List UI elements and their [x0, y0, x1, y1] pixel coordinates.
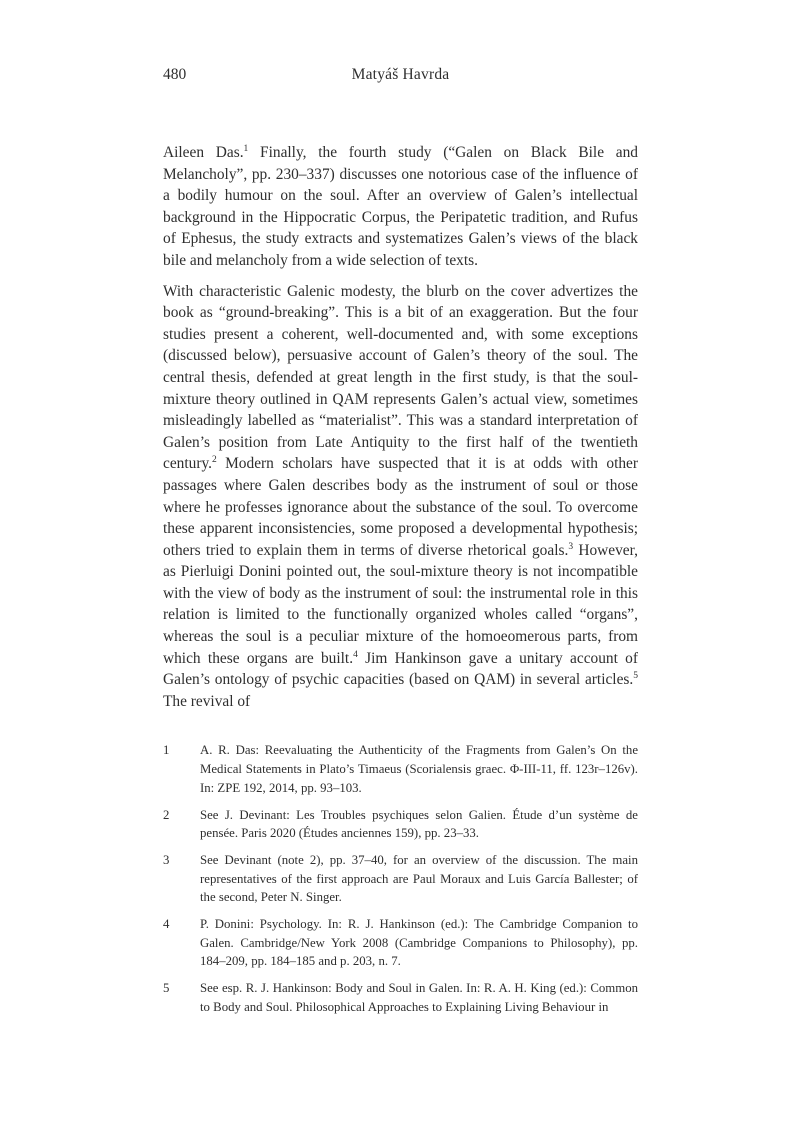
footnote — [163, 741, 638, 797]
page-header — [163, 64, 638, 85]
footnote-text: See J. Devinant: Les Troubles psychiques selon Galien. Étude d’un système de pensée. Paris 2020 (Études anciennes 159), pp. 23–33. — [200, 807, 638, 841]
footnote — [163, 851, 638, 907]
footnote — [163, 915, 638, 971]
footnote-number: 4 — [163, 917, 170, 932]
footnote-reference: 3 — [568, 541, 574, 552]
footnote-reference: 1 — [243, 143, 249, 154]
footnote-number: 3 — [163, 852, 170, 867]
paragraph: With characteristic Galenic modesty, the blurb on the cover advertizes the book as “ground-breaking”. This is a bit of an exaggeration. But the four studies present a coherent, well-documented and, with some exceptions (discussed below), persuasive account of Galen’s theory of the soul. The central thesis, defended at great length in the first study, is that the soul-mixture theory outlined in QAM represents Galen’s actual view, sometimes misleadingly labelled as “materialist”. This was a standard interpretation of Galen’s position from Late Antiquity to the first half of the twentieth century.$^2$ Modern scholars have suspected that it is at odds with other passages where Galen describes body as the instrument of soul or those where he professes ignorance about the substance of the soul. To overcome these apparent inconsistencies, some proposed a developmental hypothesis; others tried to explain them in terms of diverse rhetorical goals.$^3$ However, as Pierluigi Donini pointed out, the soul-mixture theory is not incompatible with the view of body as the instrument of soul: the instrumental role in this relation is limited to the functionally organized wholes called “organs”, whereas the soul is a peculiar mixture of the homoeomerous parts, from which these organs are built.$^4$ Jim Hankinson gave a unitary account of Galen’s ontology of psychic capacities (based on QAM) in several articles.$^5$ The revival of — [163, 282, 639, 710]
footnote-reference: 4 — [353, 649, 358, 660]
footnote-reference: 2 — [212, 455, 217, 466]
running-head-author: Matyáš Havrda — [351, 66, 450, 83]
body-text — [163, 142, 638, 712]
footnote-reference: 5 — [633, 671, 638, 682]
footnote-text: P. Donini: Psychology. In: R. J. Hankinson (ed.): The Cambridge Companion to Galen. Cambridge/New York 2008 (Cambridge Companions to Philosophy), pp. 184–209, pp. 184–185 and p. 203, n. 7. — [200, 917, 638, 969]
footnote-text: See esp. R. J. Hankinson: Body and Soul in Galen. In: R. A. H. King (ed.): Common to Body and Soul. Philosophical Approaches to Explaining Living Behaviour in — [200, 981, 638, 1014]
footnote — [163, 979, 638, 1016]
footnote-text: A. R. Das: Reevaluating the Authenticity of the Fragments from Galen’s On the Medical Statements in Plato’s Timaeus (Scorialensis graec. Φ-III-11, ff. 123r–126v). In: ZPE 192, 2014, pp. 93–103. — [200, 743, 638, 795]
page-number: 480 — [163, 66, 187, 83]
page-content — [163, 64, 638, 1017]
footnote — [163, 806, 638, 843]
footnote-text: See Devinant (note 2), pp. 37–40, for an overview of the discussion. The main representatives of the first approach are Paul Moraux and Luis García Ballester; of the second, Peter N. Singer. — [200, 852, 638, 905]
footnotes-section — [163, 741, 638, 1016]
footnote-number: 5 — [163, 981, 170, 996]
paragraph: Aileen Das.$^1$ Finally, the fourth study (“Galen on Black Bile and Melancholy”, pp. 230–337) discusses one notorious case of the influence of a bodily humour on the soul. After an overview of Galen’s intellectual background in the Hippocratic Corpus, the Peripatetic tradition, and Rufus of Ephesus, the study extracts and systematizes Galen’s views of the black bile and melancholy from a wide selection of texts. — [163, 143, 639, 269]
footnote-number: 1 — [163, 743, 170, 758]
footnote-number: 2 — [163, 807, 170, 822]
